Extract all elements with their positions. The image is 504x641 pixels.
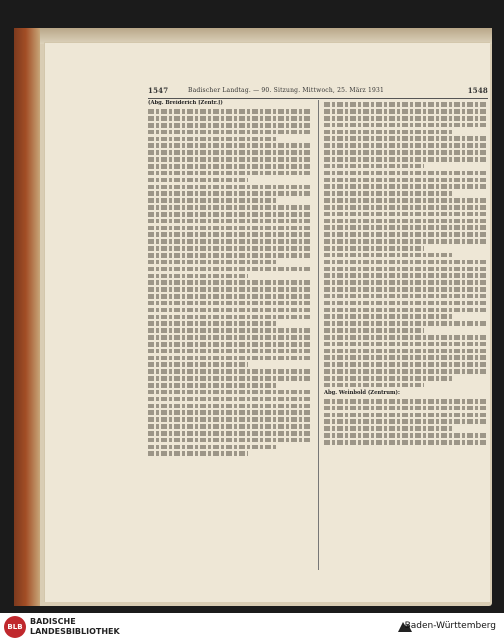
text-line <box>148 328 310 333</box>
text-line <box>324 191 454 196</box>
text-line <box>324 369 486 374</box>
text-line <box>148 150 310 155</box>
text-line <box>148 321 278 326</box>
text-line <box>148 383 278 388</box>
text-line <box>324 246 424 251</box>
text-line <box>324 109 486 114</box>
text-line <box>324 184 486 189</box>
text-line <box>148 335 310 340</box>
page-header <box>148 86 488 98</box>
text-line <box>324 287 486 292</box>
text-line <box>324 308 486 313</box>
text-line <box>324 212 486 217</box>
text-line <box>148 260 278 265</box>
text-line <box>324 413 486 418</box>
text-line <box>324 383 424 388</box>
text-line <box>324 321 486 326</box>
running-title: Badischer Landtag. — 90. Sitzung. Mittwoch, 25. März 1931 <box>188 87 385 94</box>
text-line <box>324 349 486 354</box>
blb-logo-icon: BLB <box>4 616 26 638</box>
speaker-heading-right: Abg. Weinbold (Zentrum): <box>324 389 400 396</box>
text-line <box>324 219 486 224</box>
text-line <box>324 253 454 258</box>
text-line <box>148 451 248 456</box>
text-line <box>324 198 486 203</box>
text-line <box>324 102 486 107</box>
text-line <box>324 123 486 128</box>
text-line <box>148 438 310 443</box>
library-name-line1: BADISCHE <box>30 617 76 626</box>
text-line <box>148 417 310 422</box>
text-line <box>148 164 310 169</box>
text-line <box>324 260 486 265</box>
text-line <box>148 246 310 251</box>
text-line <box>148 315 310 320</box>
text-line <box>148 198 278 203</box>
text-line <box>324 355 486 360</box>
text-line <box>148 267 310 272</box>
text-line <box>148 369 310 374</box>
text-line <box>148 226 310 231</box>
text-line <box>324 342 486 347</box>
text-line <box>324 335 486 340</box>
text-line <box>324 273 486 278</box>
state-label: Baden-Württemberg <box>404 621 496 631</box>
text-line <box>324 314 454 319</box>
speaker-heading-left: (Abg. Breiderich [Zentr.]) <box>148 100 223 106</box>
text-line <box>324 143 486 148</box>
text-line <box>148 294 310 299</box>
page-number-right: 1548 <box>467 86 488 95</box>
library-name-line2: LANDESBIBLIOTHEK <box>30 627 120 636</box>
text-line <box>148 397 310 402</box>
text-column-left <box>148 100 310 570</box>
text-line <box>148 143 310 148</box>
text-line <box>324 426 454 431</box>
text-line <box>324 136 486 141</box>
text-line <box>324 150 486 155</box>
text-line <box>148 349 310 354</box>
text-line <box>324 239 486 244</box>
text-line <box>148 109 310 114</box>
text-line <box>148 390 310 395</box>
text-line <box>148 137 278 142</box>
text-line <box>148 219 310 224</box>
text-line <box>148 171 310 176</box>
text-line <box>324 406 486 411</box>
text-line <box>148 356 310 361</box>
text-line <box>148 376 310 381</box>
text-line <box>148 253 310 258</box>
library-name <box>30 617 120 637</box>
text-line <box>148 280 310 285</box>
text-column-right <box>324 100 486 570</box>
text-line <box>324 130 454 135</box>
text-line <box>324 171 486 176</box>
column-divider <box>318 100 319 570</box>
text-line <box>148 287 310 292</box>
text-line <box>324 178 486 183</box>
text-line <box>148 342 310 347</box>
text-line <box>324 440 486 445</box>
footer-bar <box>0 613 504 641</box>
text-line <box>148 123 310 128</box>
text-line <box>324 116 486 121</box>
text-line <box>324 267 486 272</box>
text-line <box>148 445 278 450</box>
text-line <box>324 433 486 438</box>
text-line <box>148 205 310 210</box>
text-line <box>324 376 454 381</box>
text-line <box>148 301 310 306</box>
text-line <box>324 225 486 230</box>
text-line <box>148 362 248 367</box>
text-line <box>324 294 486 299</box>
text-line <box>148 116 310 121</box>
text-line <box>148 308 310 313</box>
text-line <box>148 212 310 217</box>
text-line <box>324 280 486 285</box>
book-edge <box>14 28 40 606</box>
text-line <box>148 157 310 162</box>
text-line <box>148 232 310 237</box>
text-line <box>324 399 486 404</box>
page-number-left: 1547 <box>148 86 169 95</box>
text-line <box>148 424 310 429</box>
text-line <box>148 191 310 196</box>
text-line <box>324 419 486 424</box>
text-line <box>324 164 424 169</box>
text-line <box>148 185 310 190</box>
text-line <box>148 431 310 436</box>
text-line <box>324 328 424 333</box>
text-line <box>148 178 248 183</box>
text-line <box>324 205 486 210</box>
text-line <box>148 239 310 244</box>
text-line <box>324 301 486 306</box>
text-line <box>324 157 486 162</box>
header-rule <box>148 98 488 99</box>
text-line <box>324 362 486 367</box>
text-line <box>148 130 310 135</box>
text-line <box>148 274 248 279</box>
text-line <box>324 232 486 237</box>
text-line <box>148 410 310 415</box>
text-line <box>148 404 310 409</box>
